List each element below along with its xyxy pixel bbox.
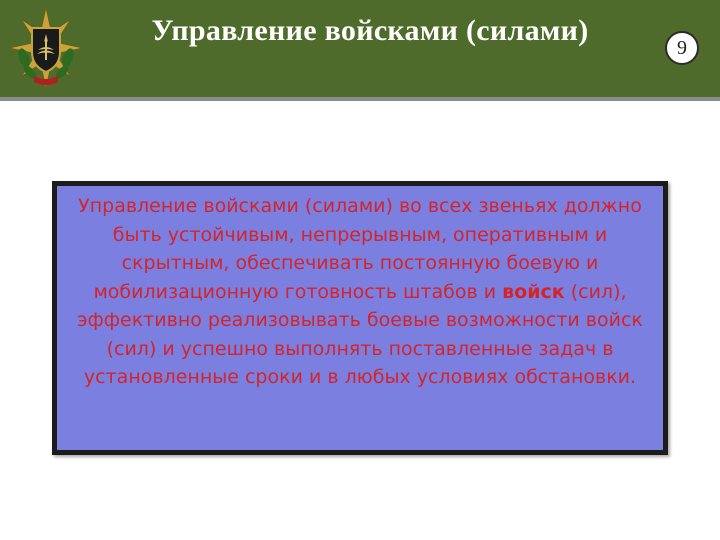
content-text-bold: войск	[502, 280, 565, 303]
page-title: Управление войсками (силами)	[151, 14, 589, 47]
content-text-part1: Управление войсками (силами) во всех звеньях должно быть устойчивым, непрерывным, оперативным и скрытным, обеспечивать постоянную боевую и мобилизационную готовность штабов и	[78, 195, 642, 303]
content-text-part2: (сил), эффективно реализовывать боевые возможности войск (сил) и успешно выполнять поставленные задач в установленные сроки и в любых условиях обстановки.	[77, 280, 643, 388]
header-divider	[0, 97, 720, 101]
military-emblem-icon	[8, 6, 84, 90]
page-number-badge: 9	[665, 31, 699, 65]
content-text	[67, 192, 653, 392]
header-bar	[0, 0, 720, 97]
content-card	[52, 181, 668, 455]
